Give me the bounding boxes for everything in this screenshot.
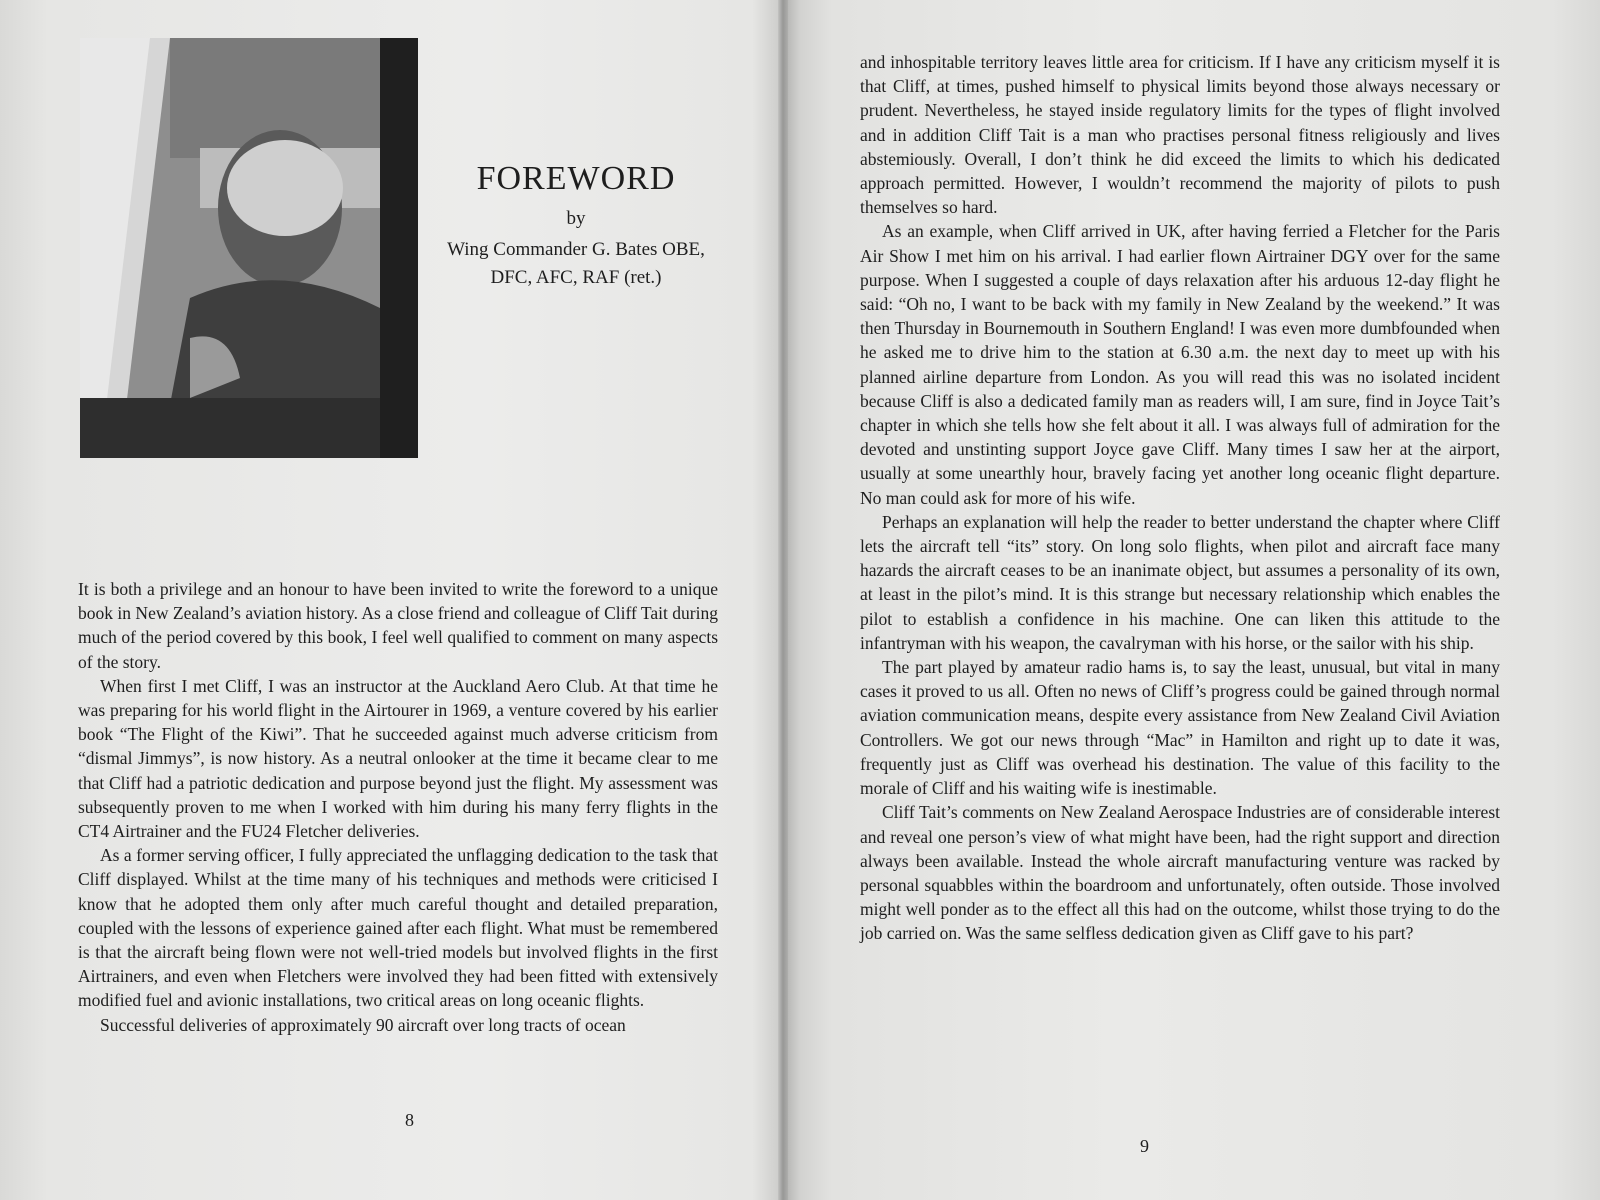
paragraph: When first I met Cliff, I was an instructor at the Auckland Aero Club. At that time he was preparing for his world flight in the Airtourer in 1969, a venture covered by his earlier book “The Flight of the Kiwi”. That he succeeded against much adverse criticism from “dismal Jimmys”, is now history. As a neutral onlooker at the time it became clear to me that Cliff had a patriotic dedication and purpose beyond just the flight. My assessment was subsequently proven to me when I worked with him during his many ferry flights in the CT4 Airtrainer and the FU24 Fletcher deliveries. [78, 675, 718, 842]
author-line-1: Wing Commander G. Bates OBE, [447, 239, 705, 260]
left-page-body [78, 577, 718, 1037]
by-line: by [566, 208, 586, 229]
left-page [0, 0, 785, 1200]
paragraph: Cliff Tait’s comments on New Zealand Aerospace Industries are of considerable interest and reveal one person’s view of what might have been, had the right support and direction always been available. Instead the whole aircraft manufacturing venture was racked by personal squabbles within the boardroom and unfortunately, often outside. Those involved might well ponder as to the effect all this had on the outcome, whilst those trying to do the job carried on. Was the same selfless dedication given as Cliff gave to his part? [860, 802, 1500, 944]
page-number: 9 [1140, 1136, 1149, 1156]
paragraph: As an example, when Cliff arrived in UK, after having ferried a Fletcher for the Paris Air Show I met him on his arrival. I had earlier flown Airtrainer DGY over for the same purpose. When I suggested a couple of days relaxation after his arduous 12-day flight he said: “Oh no, I want to be back with my family in New Zealand by the weekend.” It was then Thursday in Bournemouth in Southern England! I was even more dumbfounded when he asked me to drive him to the station at 6.30 a.m. the next day to meet up with his planned airline departure from London. As you will read this was no isolated incident because Cliff is also a dedicated family man as readers will, I am sure, find in Joyce Tait’s chapter in which she tells how she felt about it all. I was always full of admiration for the devoted and unstinting support Joyce gave Cliff. Many times I saw her at the airport, usually at some unearthly hour, bravely facing yet another long oceanic flight departure. No man could ask for more of his wife. [860, 221, 1500, 508]
paragraph: It is both a privilege and an honour to have been invited to write the foreword to a unique book in New Zealand’s aviation history. As a close friend and colleague of Cliff Tait during much of the period covered by this book, I feel well qualified to comment on many aspects of the story. [78, 579, 718, 672]
page-title: FOREWORD [476, 160, 676, 197]
foreword-heading [426, 160, 726, 292]
portrait-photo [80, 38, 418, 458]
paragraph: and inhospitable territory leaves little area for criticism. If I have any criticism myself it is that Cliff, at times, pushed himself to physical limits beyond those always necessary or prudent. Nevertheless, he stayed inside regulatory limits for the types of flight involved and in addition Cliff Tait is a man who practises personal fitness religiously and lives abstemiously. Overall, I don’t think he did exceed the limits to which his dedicated approach permitted. However, I wouldn’t recommend the majority of pilots to push themselves so hard. [860, 52, 1500, 218]
paragraph: Perhaps an explanation will help the reader to better understand the chapter where Cliff lets the aircraft tell “its” story. On long solo flights, when pilot and aircraft face many hazards the aircraft ceases to be an inanimate object, but assumes a personality of its own, at least in the pilot’s mind. It is this strange but necessary relationship which enables the pilot to establish a confidence in his machine. One can liken this attitude to the infantryman with his weapon, the cavalryman with his horse, or the sailor with his ship. [860, 511, 1500, 653]
right-page-body [860, 50, 1500, 946]
author-line-2: DFC, AFC, RAF (ret.) [490, 267, 662, 288]
portrait-illustration [80, 38, 418, 458]
paragraph: The part played by amateur radio hams is, to say the least, unusual, but vital in many cases it proved to us all. Often no news of Cliff’s progress could be gained through normal aviation communication means, despite every assistance from New Zealand Civil Aviation Controllers. We got our news through “Mac” in Hamilton and right up to date it was, frequently just as Cliff was overhead his destination. The value of this facility to the morale of Cliff and his waiting wife is inestimable. [860, 657, 1500, 799]
right-page [790, 0, 1600, 1200]
page-number: 8 [405, 1110, 414, 1130]
paragraph: Successful deliveries of approximately 90 aircraft over long tracts of ocean [100, 1014, 626, 1035]
paragraph: As a former serving officer, I fully appreciated the unflagging dedication to the task that Cliff displayed. Whilst at the time many of his techniques and methods were criticised I know that he adopted them only after much careful thought and detailed preparation, coupled with the lessons of experience gained after each flight. What must be remembered is that the aircraft being flown were not well-tried models but involved flights in the first Airtrainers, and even when Fletchers were involved they had been fitted with extensively modified fuel and avionic installations, two critical areas on long oceanic flights. [78, 845, 718, 1011]
